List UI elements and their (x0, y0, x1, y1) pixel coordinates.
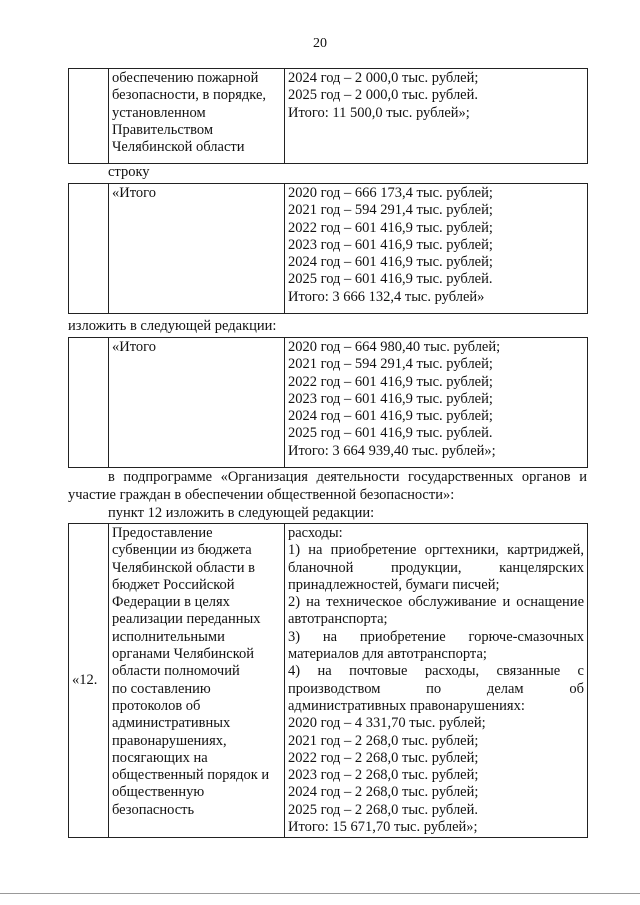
text-line: автотранспорта; (288, 611, 388, 628)
text-line: установленном (112, 104, 206, 121)
table-cell-amounts (285, 69, 588, 164)
table-cell-number (69, 69, 109, 164)
text-line: 2020 год – 4 331,70 тыс. рублей; (288, 715, 486, 732)
table-item-12 (68, 523, 588, 838)
text-punkt: пункт 12 изложить в следующей редакции: (108, 505, 375, 521)
text-line: 2024 год – 601 416,9 тыс. рублей; (288, 254, 493, 271)
text-line: 2022 год – 2 268,0 тыс. рублей; (288, 749, 479, 766)
text-line: Итого: 11 500,0 тыс. рублей»; (288, 104, 470, 121)
table-cell-expenses (285, 524, 588, 838)
text-line: 1) на приобретение оргтехники, картриджей, (288, 542, 584, 559)
text-line: 2023 год – 601 416,9 тыс. рублей; (288, 236, 493, 253)
text-line: 2025 год – 601 416,9 тыс. рублей. (288, 271, 493, 288)
text-line: субвенции из бюджета (112, 542, 252, 559)
table-cell-description (109, 69, 285, 164)
table-row (69, 338, 588, 468)
table-row (69, 524, 588, 838)
table-cell-amounts (285, 184, 588, 314)
table-cell-description (109, 184, 285, 314)
text-line: производством по делам об (288, 680, 584, 697)
text-line: исполнительными (112, 628, 225, 645)
text-line: Итого: 3 664 939,40 тыс. рублей»; (288, 442, 496, 459)
text-line: 4) на почтовые расходы, связанные с (288, 663, 584, 680)
page-number: 20 (313, 36, 327, 51)
text-stroku: строку (108, 164, 150, 180)
text-line: 2021 год – 594 291,4 тыс. рублей; (288, 202, 493, 219)
text-line: 2) на техническое обслуживание и оснащение (288, 594, 584, 611)
text-line: «Итого (112, 185, 156, 201)
text-line: Правительством (112, 121, 214, 138)
text-line: административных (112, 715, 231, 732)
table-row (69, 184, 588, 314)
text-line: 2020 год – 666 173,4 тыс. рублей; (288, 185, 493, 201)
text-line: 2021 год – 594 291,4 тыс. рублей; (288, 356, 493, 373)
text-line: 2020 год – 664 980,40 тыс. рублей; (288, 339, 501, 355)
text-line: области полномочий (112, 663, 240, 680)
text-line: Челябинской области в (112, 559, 255, 576)
text-line: материалов для автотранспорта; (288, 646, 487, 663)
text-line: общественную (112, 784, 205, 801)
table-cell-amounts (285, 338, 588, 468)
text-line: административных правонарушениях: (288, 697, 525, 714)
text-line: расходы: (288, 525, 343, 541)
text-line: 2025 год – 2 268,0 тыс. рублей. (288, 801, 479, 818)
table-cell-number: «12. (69, 524, 109, 838)
paragraph-subprogram: в подпрограмме «Организация деятельности государственных органов и участие граждан в обеспечении общественной безопасности»: (68, 469, 587, 503)
text-line: общественный порядок и (112, 767, 270, 784)
table-cell-number (69, 184, 109, 314)
text-line: 2021 год – 2 268,0 тыс. рублей; (288, 732, 479, 749)
text-line: 2023 год – 2 268,0 тыс. рублей; (288, 767, 479, 784)
table-row (69, 69, 588, 164)
text-line: Челябинской области (112, 139, 245, 156)
text-line: посягающих на (112, 749, 208, 766)
text-line: бланочной продукции, канцелярских (288, 559, 584, 576)
text-line: принадлежностей, бумаги писчей; (288, 576, 500, 593)
text-line: 2025 год – 601 416,9 тыс. рублей. (288, 425, 493, 442)
text-line: 2022 год – 601 416,9 тыс. рублей; (288, 373, 493, 390)
text-line: 2023 год – 601 416,9 тыс. рублей; (288, 390, 493, 407)
text-line: Итого: 3 666 132,4 тыс. рублей» (288, 288, 485, 305)
text-line: «Итого (112, 339, 156, 355)
table-cell-description (109, 338, 285, 468)
text-line: бюджет Российской (112, 576, 235, 593)
text-line: 2024 год – 601 416,9 тыс. рублей; (288, 408, 493, 425)
text-line: 3) на приобретение горюче-смазочных (288, 628, 584, 645)
text-line: обеспечению пожарной (112, 70, 259, 86)
text-line: безопасности, в порядке, (112, 87, 266, 104)
text-line: безопасность (112, 801, 195, 818)
table-cell-description (109, 524, 285, 838)
text-line: 2022 год – 601 416,9 тыс. рублей; (288, 219, 493, 236)
table-total-new (68, 337, 588, 468)
text-izlozhit: изложить в следующей редакции: (68, 318, 277, 334)
text-line: 2024 год – 2 268,0 тыс. рублей; (288, 784, 479, 801)
table-total-old (68, 183, 588, 314)
text-line: реализации переданных (112, 611, 261, 628)
text-line: по составлению (112, 680, 211, 697)
text-line: органами Челябинской (112, 646, 255, 663)
text-line: Итого: 15 671,70 тыс. рублей»; (288, 819, 478, 836)
text-line: Предоставление (112, 525, 213, 541)
text-line: 2024 год – 2 000,0 тыс. рублей; (288, 70, 479, 86)
text-line: Федерации в целях (112, 594, 230, 611)
text-line: протоколов об (112, 697, 201, 714)
text-line: 2025 год – 2 000,0 тыс. рублей. (288, 87, 479, 104)
table-cell-number (69, 338, 109, 468)
text-line: правонарушениях, (112, 732, 227, 749)
table-fire-safety-continuation (68, 68, 588, 164)
page-bottom-divider (0, 893, 640, 894)
